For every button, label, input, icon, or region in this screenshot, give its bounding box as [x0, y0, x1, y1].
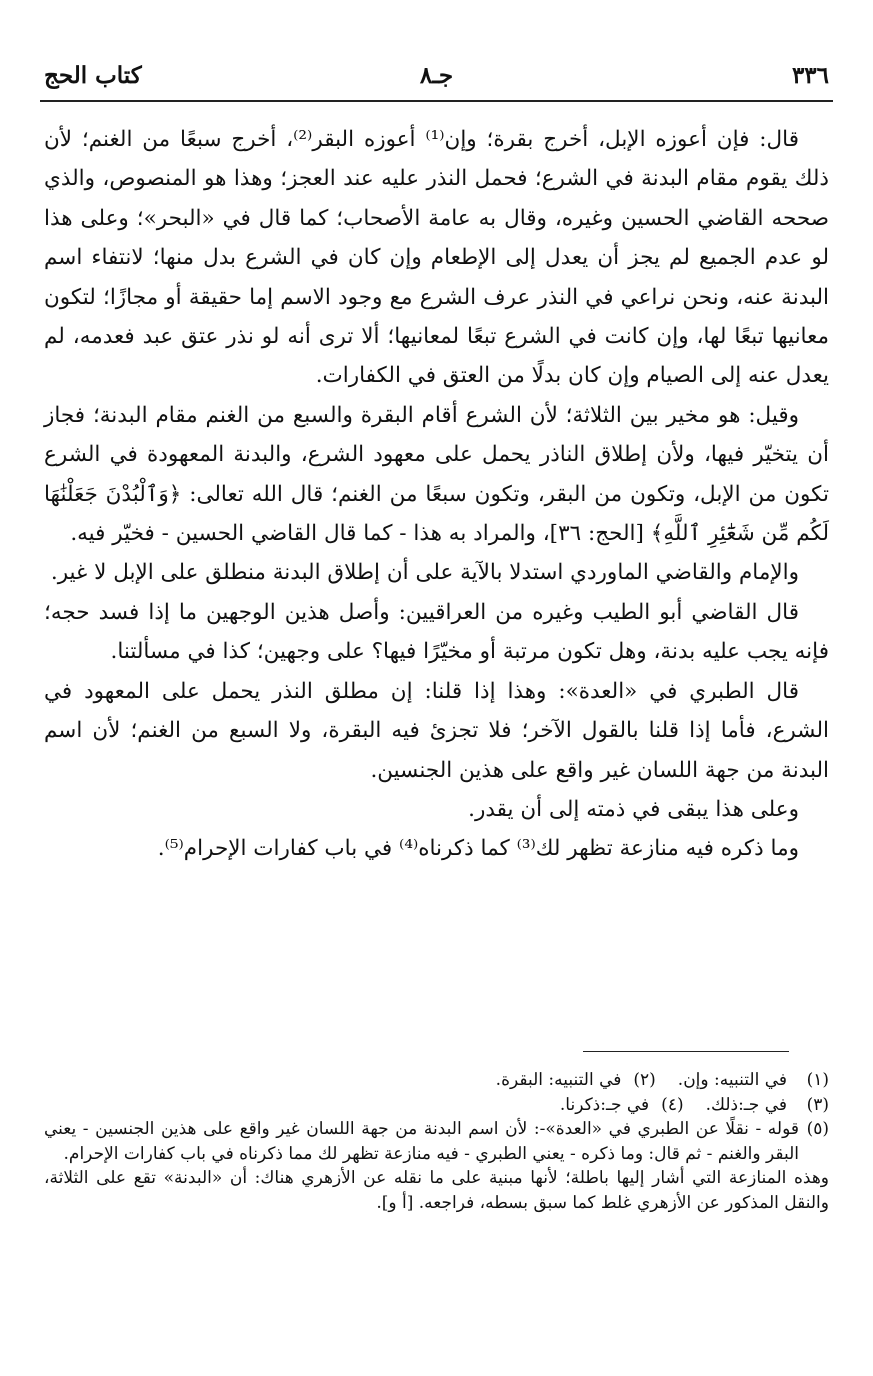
- volume-label: جـ٨: [419, 62, 454, 89]
- paragraph: وعلى هذا يبقى في ذمته إلى أن يقدر.: [468, 796, 799, 822]
- paragraph: وما ذكره فيه منازعة تظهر لك⁽³⁾ كما ذكرناه⁽⁴⁾ في باب كفارات الإحرام⁽⁵⁾.: [157, 836, 799, 862]
- page-number: ٣٣٦: [791, 62, 829, 89]
- paragraph: قال الطبري في «العدة»: وهذا إذا قلنا: إن مطلق النذر يحمل على المعهود في الشرع، فأما إذا قلنا بالقول الآخر؛ فلا تجزئ فيه البقرة، ولا السبع من الغنم؛ لأن اسم البدنة من جهة اللسان غير واقع على هذين الجنسين.: [44, 678, 829, 783]
- footnote-text: في جـ:ذكرنا.: [559, 1094, 650, 1115]
- footnote-line: [44, 1093, 829, 1118]
- footnote-text: في جـ:ذلك.: [705, 1094, 787, 1115]
- footnote-text: في التنبيه: البقرة.: [495, 1070, 622, 1090]
- header-divider: [40, 100, 833, 102]
- footnote-number: (٤): [661, 1094, 684, 1115]
- footnote-item: [496, 1068, 656, 1093]
- editor-note: وهذه المنازعة التي أشار إليها باطلة؛ لأنها مبنية على ما نقله عن الأزهري هناك: أن «البدنة» تقع على الثلاثة، والنقل المذكور عن الأزهري غلط كما سبق بسطه، فراجعه. [أ و].: [44, 1168, 829, 1213]
- footnote-number: (٢): [633, 1070, 656, 1090]
- main-text: [44, 120, 829, 869]
- footnote-text: في التنبيه: وإن.: [677, 1070, 787, 1090]
- paragraph: وقيل: هو مخير بين الثلاثة؛ لأن الشرع أقام البقرة والسبع من الغنم مقام البدنة؛ فجاز أن يتخيّر فيها، ولأن إطلاق الناذر يحمل على معهود الشرع، والبدنة المعهودة في الشرع تكون من الإبل، وتكون من البقر، وتكون سبعًا من الغنم؛ قال الله تعالى: ﴿وَٱلْبُدْنَ جَعَلْنَٰهَا لَكُم مِّن شَعَٰٓئِرِ ٱللَّهِ﴾ [الحج: ٣٦]، والمراد به هذا - كما قال القاضي الحسين - فخيّر فيه.: [44, 402, 829, 547]
- footnote-item: [44, 1117, 829, 1166]
- paragraph: قال: فإن أعوزه الإبل، أخرج بقرة؛ وإن⁽¹⁾ أعوزه البقر⁽²⁾، أخرج سبعًا من الغنم؛ لأن ذلك يقوم مقام البدنة في الشرع؛ فحمل النذر عليه عند العجز؛ وهذا هو المنصوص، والذي صححه القاضي الحسين وغيره، وقال به عامة الأصحاب؛ كما قال في «البحر»؛ وعلى هذا لو عدم الجميع لم يجز أن يعدل إلى الإطعام وإن كان في الشرع بدل منها؛ لانتفاء اسم البدنة عنه، ونحن نراعي في النذر عرف الشرع مع وجود الاسم إما حقيقة أو مجازًا؛ لتكون معانيها تبعًا لها، وإن كانت في الشرع تبعًا لمعانيها؛ ألا ترى أنه لو نذر عتق عبد فعدمه، لم يعدل عنه إلى الصيام وإن كان بدلًا من العتق في الكفارات.: [44, 127, 829, 389]
- paragraph: قال القاضي أبو الطيب وغيره من العراقيين: وأصل هذين الوجهين ما إذا فسد حجه؛ فإنه يجب عليه بدنة، وهل تكون مرتبة أو مخيّرًا فيها؟ على وجهين؛ كذا في مسألتنا.: [44, 599, 829, 665]
- footnote-item: [678, 1068, 829, 1093]
- footnote-number: (٥): [806, 1119, 829, 1139]
- footnote-item: [706, 1093, 829, 1118]
- footnote-number: (١): [806, 1070, 829, 1090]
- footnotes: [44, 1068, 829, 1215]
- footnote-number: (٣): [806, 1094, 829, 1115]
- footnote-divider: [583, 1051, 789, 1052]
- footnote-item: [560, 1093, 684, 1118]
- footnote-text: قوله - نقلًا عن الطبري في «العدة»-: لأن اسم البدنة من جهة اللسان غير واقع على هذين الجنسين - يعني البقر والغنم - ثم قال: وما ذكره - يعني الطبري - فيه منازعة تظهر لك مما ذكرناه في باب كفارات الإحرام.: [44, 1119, 799, 1164]
- book-title: كتاب الحج: [44, 62, 142, 89]
- paragraph: والإمام والقاضي الماوردي استدلا بالآية على أن إطلاق البدنة منطلق على الإبل لا غير.: [50, 560, 799, 586]
- footnote-line: [44, 1068, 829, 1093]
- page-header: [40, 58, 833, 98]
